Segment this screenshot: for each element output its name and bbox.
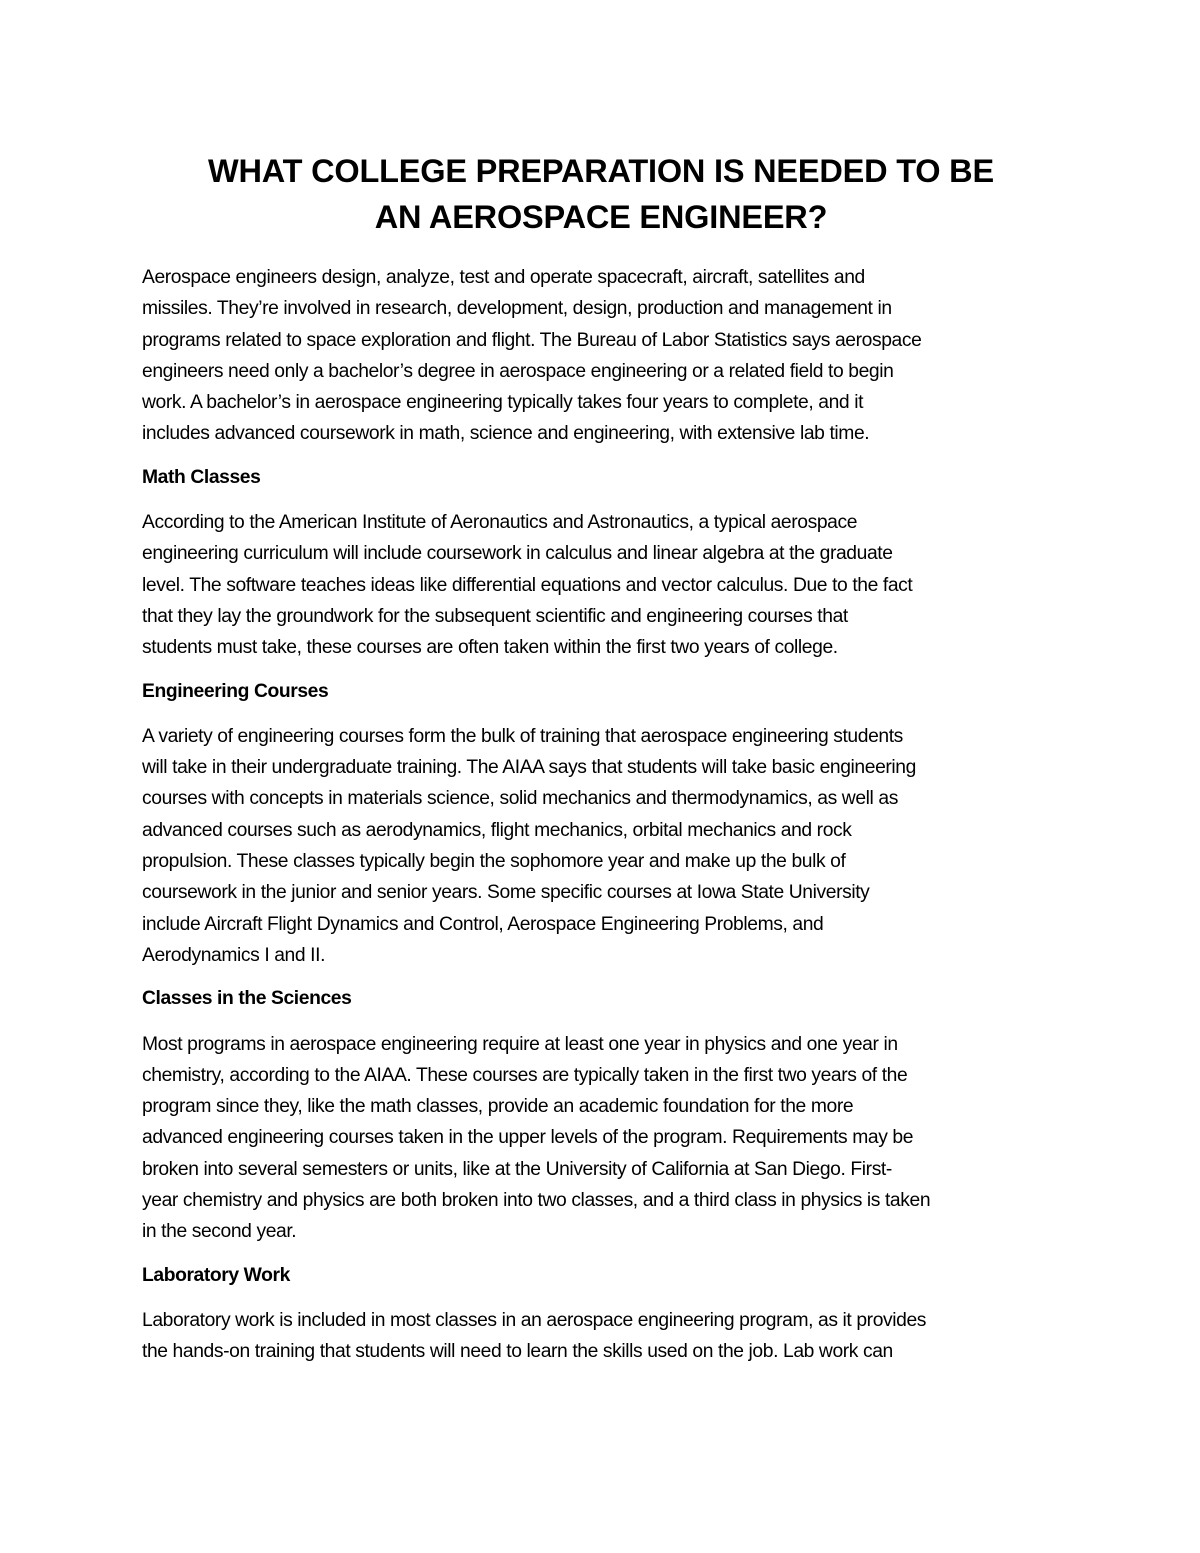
text-line: Laboratory work is included in most classes in an aerospace engineering program, as it provides xyxy=(142,1309,927,1331)
section-paragraph-engineering-courses xyxy=(142,721,1060,971)
text-line: chemistry, according to the AIAA. These courses are typically taken in the first two years of the xyxy=(142,1064,908,1086)
text-line: include Aircraft Flight Dynamics and Control, Aerospace Engineering Problems, and xyxy=(142,913,824,935)
document-body xyxy=(142,148,1060,1380)
text-line: Aerospace engineers design, analyze, test and operate spacecraft, aircraft, satellites and xyxy=(142,267,865,288)
intro-paragraph xyxy=(142,262,1060,450)
text-line: Most programs in aerospace engineering require at least one year in physics and one year in xyxy=(142,1033,898,1055)
text-line: Aerodynamics I and II. xyxy=(142,944,326,966)
text-line: advanced engineering courses taken in the upper levels of the program. Requirements may be xyxy=(142,1127,914,1149)
text-line: year chemistry and physics are both broken into two classes, and a third class in physics is taken xyxy=(142,1190,931,1212)
text-line: courses with concepts in materials science, solid mechanics and thermodynamics, as well as xyxy=(142,788,898,810)
section-paragraph-math-classes xyxy=(142,507,1060,663)
section-heading-math-classes: Math Classes xyxy=(142,466,261,488)
text-line: engineers need only a bachelor’s degree in aerospace engineering or a related field to begin xyxy=(142,360,894,382)
text-line: includes advanced coursework in math, science and engineering, with extensive lab time. xyxy=(142,423,870,445)
title-line: AN AEROSPACE ENGINEER? xyxy=(374,199,828,235)
text-line: that they lay the groundwork for the subsequent scientific and engineering courses that xyxy=(142,605,848,627)
text-line: missiles. They’re involved in research, development, design, production and management in xyxy=(142,298,892,320)
text-line: work. A bachelor’s in aerospace engineering typically takes four years to complete, and it xyxy=(142,392,864,414)
section-heading-engineering-courses: Engineering Courses xyxy=(142,680,329,702)
text-line: programs related to space exploration and flight. The Bureau of Labor Statistics says aerospace xyxy=(142,329,922,351)
text-line: According to the American Institute of Aeronautics and Astronautics, a typical aerospace xyxy=(142,512,858,534)
text-line: propulsion. These classes typically begin the sophomore year and make up the bulk of xyxy=(142,851,846,873)
text-line: A variety of engineering courses form the bulk of training that aerospace engineering students xyxy=(142,725,903,747)
text-line: level. The software teaches ideas like differential equations and vector calculus. Due to the fact xyxy=(142,574,913,596)
text-line: advanced courses such as aerodynamics, flight mechanics, orbital mechanics and rock xyxy=(142,819,852,841)
text-line: broken into several semesters or units, like at the University of California at San Diego. First- xyxy=(142,1158,892,1180)
title-line: WHAT COLLEGE PREPARATION IS NEEDED TO BE xyxy=(208,153,994,189)
text-line: program since they, like the math classes, provide an academic foundation for the more xyxy=(142,1096,854,1118)
text-line: in the second year. xyxy=(142,1221,297,1243)
text-line: students must take, these courses are often taken within the first two years of college. xyxy=(142,637,838,659)
text-line: the hands-on training that students will need to learn the skills used on the job. Lab work can xyxy=(142,1341,893,1363)
section-heading-classes-in-the-sciences: Classes in the Sciences xyxy=(142,988,352,1010)
section-heading-laboratory-work: Laboratory Work xyxy=(142,1264,290,1286)
text-line: will take in their undergraduate training. The AIAA says that students will take basic engineering xyxy=(142,757,916,779)
text-line: coursework in the junior and senior years. Some specific courses at Iowa State University xyxy=(142,882,870,904)
section-paragraph-laboratory-work xyxy=(142,1305,1060,1368)
text-line: engineering curriculum will include coursework in calculus and linear algebra at the graduate xyxy=(142,543,893,565)
document-title xyxy=(142,148,1060,240)
section-paragraph-classes-in-the-sciences xyxy=(142,1029,1060,1248)
